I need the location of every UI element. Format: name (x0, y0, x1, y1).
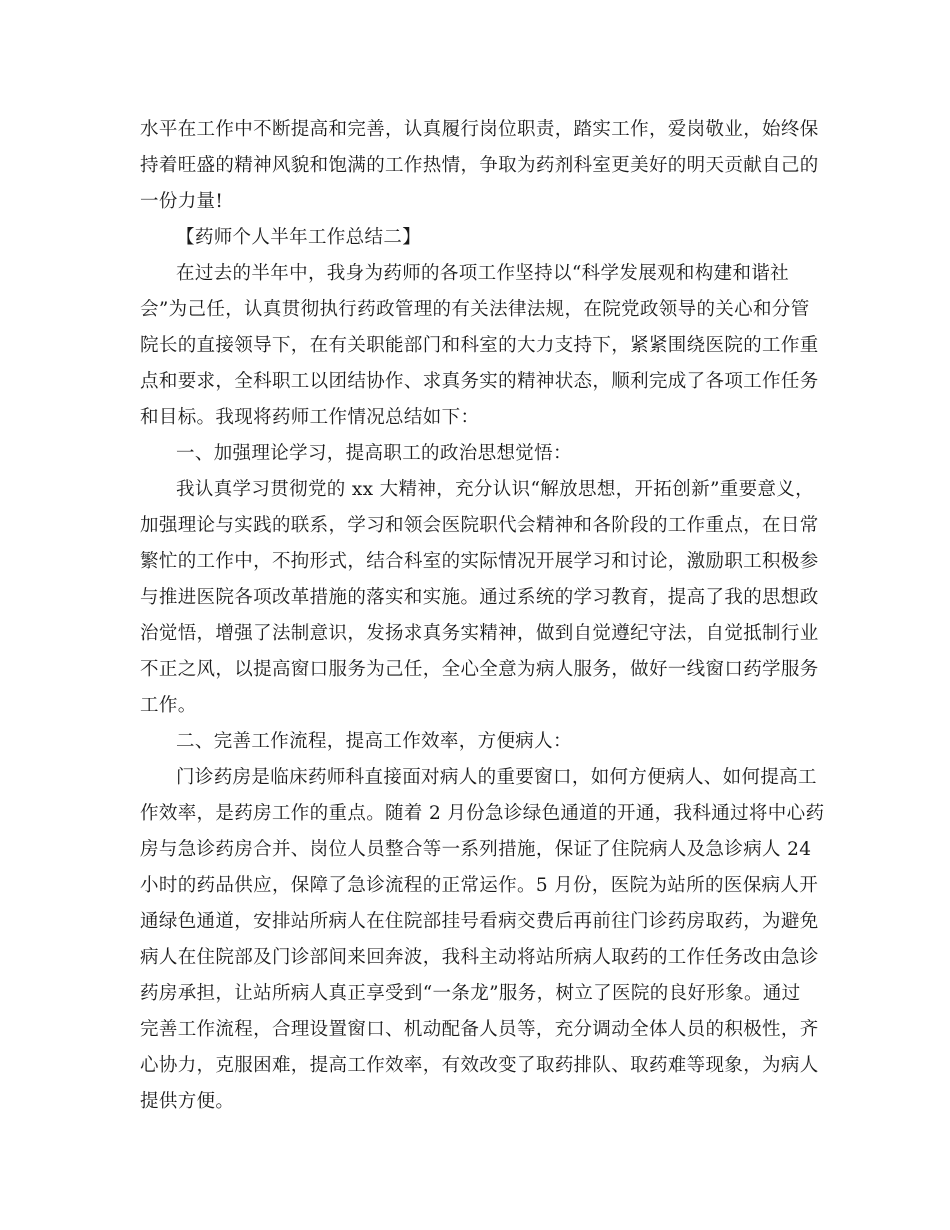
body-text-line: 治觉悟，增强了法制意识，发扬求真务实精神，做到自觉遵纪守法，自觉抵制行业 (140, 623, 819, 644)
body-text-line: 心协力，克服困难，提高工作效率，有效改变了取药排队、取药难等现象，为病人 (140, 1055, 819, 1076)
body-text-line: 水平在工作中不断提高和完善，认真履行岗位职责，踏实工作，爱岗敬业，始终保 (140, 119, 819, 140)
body-text-line: 在过去的半年中，我身为药师的各项工作坚持以“科学发展观和构建和谐社 (176, 263, 790, 284)
body-text-line: 繁忙的工作中，不拘形式，结合科室的实际情况开展学习和讨论，激励职工积极参 (140, 551, 819, 572)
body-text-line: 病人在住院部及门诊部间来回奔波，我科主动将站所病人取药的工作任务改由急诊 (140, 947, 819, 968)
subsection-heading: 一、加强理论学习，提高职工的政治思想觉悟： (176, 443, 572, 464)
body-text-line: 与推进医院各项改革措施的落实和实施。通过系统的学习教育，提高了我的思想政 (140, 587, 819, 608)
body-text-line: 完善工作流程，合理设置窗口、机动配备人员等，充分调动全体人员的积极性，齐 (140, 1019, 819, 1040)
body-text-line: 不正之风，以提高窗口服务为己任，全心全意为病人服务，做好一线窗口药学服务 (140, 659, 819, 680)
body-text-line: 加强理论与实践的联系，学习和领会医院职代会精神和各阶段的工作重点，在日常 (140, 515, 819, 536)
body-text-line: 药房承担，让站所病人真正享受到“一条龙”服务，树立了医院的良好形象。通过 (140, 983, 801, 1004)
body-text-line: 通绿色通道，安排站所病人在住院部挂号看病交费后再前往门诊药房取药，为避免 (140, 911, 819, 932)
body-text-line: 小时的药品供应，保障了急诊流程的正常运作。5 月份，医院为站所的医保病人开 (140, 875, 819, 896)
body-text-line: 我认真学习贯彻党的 xx 大精神，充分认识“解放思想，开拓创新”重要意义， (176, 479, 814, 500)
subsection-heading: 二、完善工作流程，提高工作效率，方便病人： (176, 731, 572, 752)
body-text-line: 点和要求，全科职工以团结协作、求真务实的精神状态，顺利完成了各项工作任务 (140, 371, 819, 392)
body-text-line: 院长的直接领导下，在有关职能部门和科室的大力支持下，紧紧围绕医院的工作重 (140, 335, 819, 356)
section-heading: 【药师个人半年工作总结二】 (176, 227, 422, 248)
body-text-line: 作效率，是药房工作的重点。随着 2 月份急诊绿色通道的开通，我科通过将中心药 (140, 803, 825, 824)
body-text-line: 提供方便。 (140, 1091, 235, 1112)
body-text-line: 一份力量! (140, 191, 224, 212)
body-text-line: 会”为己任，认真贯彻执行药政管理的有关法律法规，在院党政领导的关心和分管 (140, 299, 810, 320)
body-text-line: 门诊药房是临床药师科直接面对病人的重要窗口，如何方便病人、如何提高工 (176, 767, 817, 788)
body-text-line: 房与急诊药房合并、岗位人员整合等一系列措施，保证了住院病人及急诊病人 24 (140, 839, 812, 860)
body-text-line: 持着旺盛的精神风貌和饱满的工作热情，争取为药剂科室更美好的明天贡献自己的 (140, 155, 819, 176)
body-text-line: 工作。 (140, 695, 197, 716)
body-text-line: 和目标。我现将药师工作情况总结如下： (140, 407, 480, 428)
